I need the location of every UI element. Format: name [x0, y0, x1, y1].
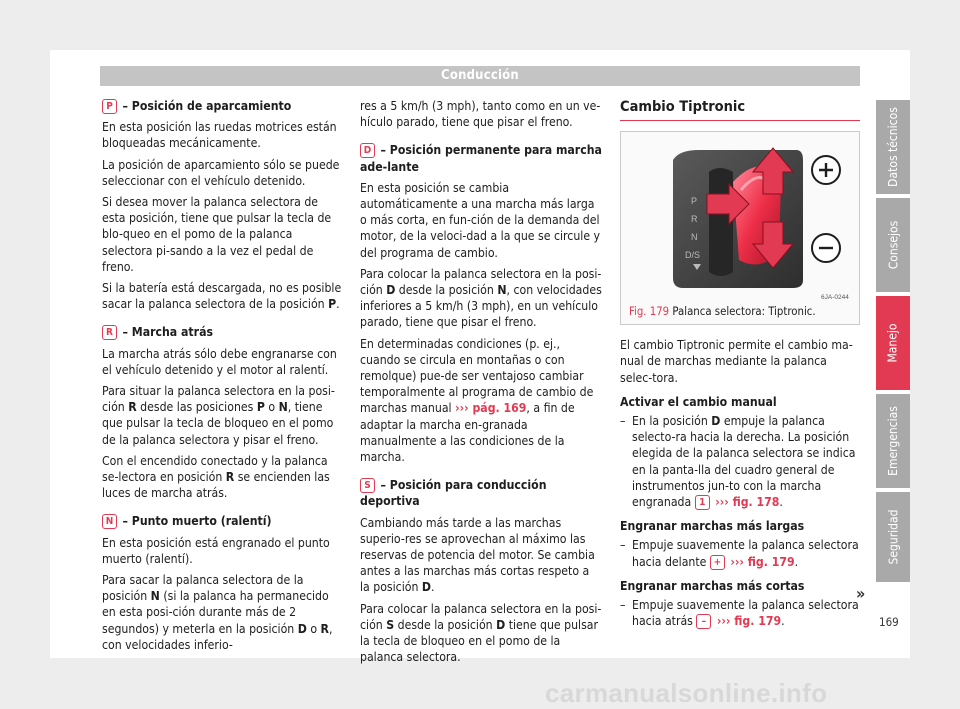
paragraph: Para sacar la palanca selectora de la posición N (si la palanca ha permanecido en esta posi-ción durante más de 2 segundos) y meterla en la posición D o R, con velocidades inferio- — [102, 573, 333, 652]
page-number: 169 — [879, 615, 899, 629]
badge-r: R — [102, 325, 117, 340]
figure-code: 6JA-0244 — [821, 294, 849, 302]
position-r-heading: R – Marcha atrás — [102, 324, 342, 340]
tab-consejos[interactable]: Consejos — [876, 198, 910, 292]
subheading: Activar el cambio manual — [620, 394, 777, 409]
paragraph: Para situar la palanca selectora en la posi-ción R desde las posiciones P o N, tiene que pulsar la tecla de bloqueo en el pomo de la palanca selectora y pisar el freno. — [102, 384, 335, 447]
paragraph: En esta posición se cambia automáticamente a una marcha más larga o más corta, en fun-ción de la demanda del motor, de la veloci-dad a la que se circule y del programa de cambio. — [360, 180, 601, 260]
section-title: Cambio Tiptronic — [620, 96, 860, 121]
badge-minus: – — [696, 614, 711, 629]
watermark: carmanualsonline.info — [545, 678, 828, 708]
paragraph: res a 5 km/h (3 mph), tanto como en un ve-hículo parado, tiene que pisar el freno. — [360, 99, 601, 130]
continue-mark: » — [856, 584, 866, 603]
instruction-list — [620, 413, 860, 510]
paragraph: En esta posición está engranado el punto muerto (ralentí). — [102, 535, 330, 566]
gate-label-p: P — [691, 196, 698, 207]
column-3 — [620, 96, 860, 633]
paragraph: El cambio Tiptronic permite el cambio ma-nual de marchas mediante la palanca selec-tora. — [620, 338, 853, 385]
badge-s: S — [360, 478, 375, 493]
position-p-heading: P – Posición de aparcamiento — [102, 98, 342, 114]
figure-link[interactable]: ››› fig. 178 — [715, 495, 780, 510]
subheading: Engranar marchas más cortas — [620, 578, 805, 593]
paragraph: La posición de aparcamiento sólo se puede seleccionar con el vehículo detenido. — [102, 157, 340, 188]
chapter-header: Conducción — [100, 66, 860, 86]
figure-179 — [620, 131, 860, 325]
list-item: – Empuje suavemente la palanca selectora hacia delante + ››› fig. 179. — [620, 537, 860, 569]
badge-p: P — [102, 99, 117, 114]
position-n-heading: N – Punto muerto (ralentí) — [102, 513, 342, 529]
paragraph: En determinadas condiciones (p. ej., cuando se circula en montañas o con remolque) pue-de ser ventajoso cambiar temporalmente al programa de cambio de marchas manual ››› pág. 169, a fin de adaptar la marcha en-granada manualmente a las condiciones de la marcha. — [360, 336, 594, 465]
tab-seguridad[interactable]: Seguridad — [876, 492, 910, 582]
subheading: Engranar marchas más largas — [620, 519, 805, 534]
gate-label-r: R — [691, 214, 698, 225]
paragraph: Para colocar la palanca selectora en la posi-ción S desde la posición D tiene que pulsar la tecla de bloqueo en el pomo de la palanca selectora. — [360, 601, 602, 665]
list-item: – Empuje suavemente la palanca selectora hacia atrás – ››› fig. 179. — [620, 597, 860, 629]
position-d-heading: D – Posición permanente para marcha ade-lante — [360, 143, 602, 174]
position-s-heading: S – Posición para conducción deportiva — [360, 478, 547, 509]
column-2 — [360, 98, 602, 671]
paragraph: Cambiando más tarde a las marchas superio-res se aprovechan al máximo las reservas de potencia del motor. Se cambia antes a las marchas más cortas respeto a la posición D. — [360, 515, 595, 595]
badge-n: N — [102, 514, 117, 529]
list-item: – En la posición D empuje la palanca selecto-ra hacia la derecha. La posición elegida de la palanca selectora se indica en la panta-lla del cuadro general de instrumentos jun-to con la marcha engranada 1 ››› fig. 178. — [620, 413, 860, 510]
badge-d: D — [360, 143, 375, 158]
paragraph: Si la batería está descargada, no es posible sacar la palanca selectora de la posición P. — [102, 281, 342, 312]
selector-lever-illustration — [621, 132, 859, 302]
paragraph: Si desea mover la palanca selectora de esta posición, tiene que pulsar la tecla de blo-queo en el pomo de la palanca selectora pi-sando a la vez el pedal de freno. — [102, 195, 332, 274]
figure-link[interactable]: ››› fig. 179 — [730, 554, 795, 569]
paragraph: En esta posición las ruedas motrices están bloqueadas mecánicamente. — [102, 120, 337, 151]
instruction-list — [620, 597, 860, 629]
badge-1: 1 — [695, 495, 710, 510]
instruction-list — [620, 537, 860, 569]
column-1 — [102, 98, 342, 658]
tab-manejo[interactable]: Manejo — [876, 296, 910, 390]
gate-label-n: N — [691, 232, 698, 243]
page-link[interactable]: ››› pág. 169 — [455, 401, 527, 416]
paragraph: La marcha atrás sólo debe engranarse con el vehículo detenido y el motor al ralentí. — [102, 346, 337, 377]
gate-label-ds: D/S — [685, 250, 701, 261]
tab-datos-tecnicos[interactable]: Datos técnicos — [876, 100, 910, 194]
badge-plus: + — [710, 555, 725, 570]
figure-caption: Fig. 179 Palanca selectora: Tiptronic. — [629, 305, 816, 318]
paragraph: Con el encendido conectado y la palanca se-lectora en posición R se encienden las luces de marcha atrás. — [102, 453, 330, 501]
figure-link[interactable]: ››› fig. 179 — [716, 614, 782, 629]
paragraph: Para colocar la palanca selectora en la posi-ción D desde la posición N, con velocidades inferiores a 5 km/h (3 mph), en un vehículo parado, tiene que pisar el freno. — [360, 266, 602, 330]
tab-emergencias[interactable]: Emergencias — [876, 394, 910, 488]
